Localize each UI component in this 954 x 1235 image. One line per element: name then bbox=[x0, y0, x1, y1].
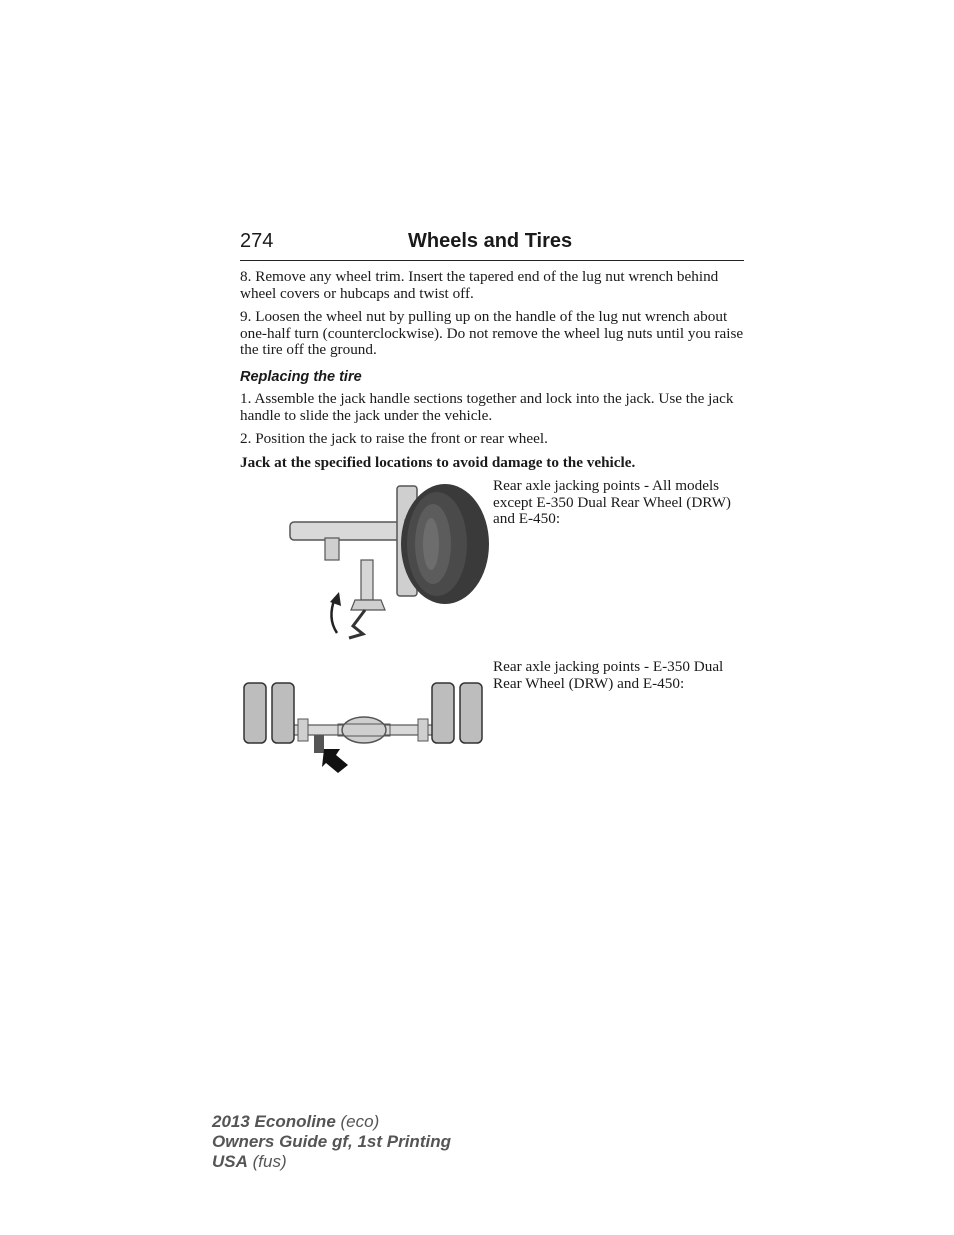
step-2: 2. Position the jack to raise the front or rear wheel. bbox=[240, 430, 548, 447]
figure-caption-2: Rear axle jacking points - E-350 Dual Rear Wheel (DRW) and E-450: bbox=[493, 658, 724, 692]
footer-line-1: 2013 Econoline (eco) bbox=[212, 1112, 380, 1131]
footer-line-2: Owners Guide gf, 1st Printing bbox=[212, 1132, 451, 1151]
figure-caption-1: Rear axle jacking points - All models except E-350 Dual Rear Wheel (DRW) and E-450: bbox=[493, 477, 731, 527]
page-header bbox=[240, 228, 744, 261]
dual-wheel-axle-illustration bbox=[242, 679, 487, 789]
body-text bbox=[240, 269, 744, 478]
step-9: 9. Loosen the wheel nut by pulling up on the handle of the lug nut wrench about one-half turn (counterclockwise). Do not remove the wheel lug nuts until you raise the tire off the ground. bbox=[240, 308, 744, 358]
section-title: Wheels and Tires bbox=[408, 230, 573, 252]
page-footer bbox=[212, 1112, 451, 1172]
page-number: 274 bbox=[240, 230, 274, 252]
single-wheel-jack-illustration bbox=[285, 478, 495, 648]
figure-dual-rear-wheel bbox=[240, 659, 744, 769]
subheading-replacing-tire: Replacing the tire bbox=[240, 368, 362, 385]
step-1: 1. Assemble the jack handle sections together and lock into the jack. Use the jack handle to slide the jack under the vehicle. bbox=[240, 390, 734, 424]
figure-single-rear-wheel bbox=[240, 478, 744, 648]
footer-line-3: USA (fus) bbox=[212, 1152, 287, 1171]
step-8: 8. Remove any wheel trim. Insert the tapered end of the lug nut wrench behind wheel covers or hubcaps and twist off. bbox=[240, 268, 719, 302]
warning-text: Jack at the specified locations to avoid damage to the vehicle. bbox=[240, 453, 636, 471]
